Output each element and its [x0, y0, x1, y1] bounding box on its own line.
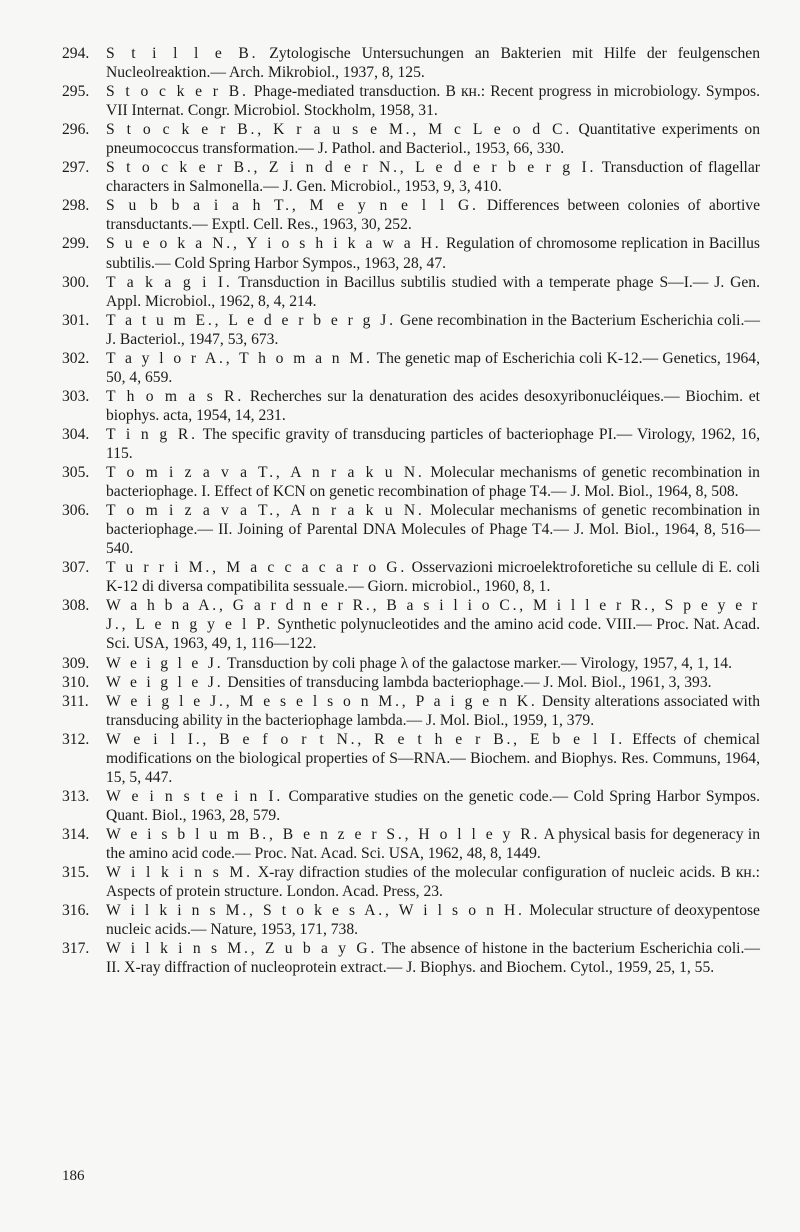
reference-number: 299.	[62, 235, 90, 253]
reference-authors: W e i g l e J.	[106, 654, 224, 672]
reference-body	[106, 463, 760, 501]
reference-entry	[62, 673, 760, 692]
reference-authors: S t o c k e r B., K r a u s e M., M c L e o d C.	[106, 121, 573, 139]
reference-authors: T h o m a s R.	[106, 387, 245, 405]
reference-body	[106, 939, 760, 977]
reference-authors: W e i l I., B e f o r t N., R e t h e r B., E b e l I.	[106, 730, 625, 748]
reference-number: 316.	[62, 902, 90, 920]
reference-number: 315.	[62, 864, 90, 882]
reference-number: 300.	[62, 273, 90, 291]
reference-number: 294.	[62, 45, 90, 62]
reference-authors: W e i g l e J., M e s e l s o n M., P a i g e n K.	[106, 692, 538, 710]
reference-body	[106, 787, 760, 825]
reference-entry	[62, 730, 760, 787]
reference-entry	[62, 787, 760, 825]
reference-body	[106, 158, 760, 196]
reference-list	[62, 44, 760, 977]
reference-text: Density alterations associated with transducing ability in the bacteriophage lambda.— J. Mol. Biol., 1959, 1, 379.	[106, 692, 760, 729]
reference-authors: W i l k i n s M., S t o k e s A., W i l s o n H.	[106, 902, 525, 920]
reference-body	[106, 82, 760, 120]
reference-number: 306.	[62, 502, 90, 520]
reference-text: Molecular mechanisms of genetic recombination in bacteriophage.— II. Joining of Parental DNA Molecules of Phage T4.— J. Mol. Biol., 1964, 8, 516—540.	[106, 502, 760, 558]
reference-text: Phage-mediated transduction. B кн.: Recent progress in microbiology. Sympos. VII Internat. Congr. Microbiol. Stockholm, 1958, 31.	[106, 83, 760, 120]
reference-number: 310.	[62, 673, 90, 691]
reference-text: Osservazioni microelektroforetiche su cellule di E. coli K-12 di diversa compatibilita sessuale.— Giorn. microbiol., 1960, 8, 1.	[106, 559, 760, 596]
reference-authors: S t o c k e r B.	[106, 83, 249, 101]
reference-body	[106, 692, 760, 730]
reference-authors: S t i l l e B.	[106, 45, 259, 62]
reference-text: The specific gravity of transducing particles of bacteriophage PI.— Virology, 1962, 16, 115.	[106, 425, 760, 462]
reference-text: Transduction in Bacillus subtilis studied with a temperate phage S—I.— J. Gen. Appl. Microbiol., 1962, 8, 4, 214.	[106, 273, 760, 310]
reference-body	[106, 273, 760, 311]
reference-authors: W i l k i n s M.	[106, 864, 253, 882]
reference-text: Quantitative experiments on pneumococcus transformation.— J. Pathol. and Bacteriol., 1953, 66, 330.	[106, 121, 760, 158]
reference-body	[106, 901, 760, 939]
reference-authors: S t o c k e r B., Z i n d e r N., L e d e r b e r g I.	[106, 159, 597, 177]
reference-body	[106, 387, 760, 425]
reference-body	[106, 596, 760, 653]
reference-entry	[62, 825, 760, 863]
reference-entry	[62, 120, 760, 158]
reference-number: 314.	[62, 825, 90, 843]
reference-text: A physical basis for degeneracy in the amino acid code.— Proc. Nat. Acad. Sci. USA, 1962, 48, 8, 1449.	[106, 825, 760, 862]
reference-entry	[62, 82, 760, 120]
reference-entry	[62, 349, 760, 387]
reference-number: 308.	[62, 597, 90, 615]
reference-authors: W e i g l e J.	[106, 673, 224, 691]
reference-authors: S u e o k a N., Y i o s h i k a w a H.	[106, 235, 442, 253]
reference-text: The absence of histone in the bacterium Escherichia coli.— II. X-ray diffraction of nucleoprotein extract.— J. Biophys. and Biochem. Cytol., 1959, 25, 1, 55.	[106, 940, 760, 977]
reference-text: Differences between colonies of abortive transductants.— Exptl. Cell. Res., 1963, 30, 252.	[106, 197, 760, 234]
reference-body	[106, 311, 760, 349]
reference-body	[106, 558, 760, 596]
reference-text: Molecular structure of deoxypentose nucleic acids.— Nature, 1953, 171, 738.	[106, 902, 760, 939]
reference-number: 303.	[62, 387, 90, 405]
reference-body	[106, 196, 760, 234]
reference-entry	[62, 234, 760, 272]
reference-entry	[62, 273, 760, 311]
reference-text: Zytologische Untersuchungen an Bakterien mit Hilfe der feulgenschen Nucleolreaktion.— Arch. Mikrobiol., 1937, 8, 125.	[106, 45, 760, 82]
reference-entry	[62, 939, 760, 977]
reference-body	[106, 863, 760, 901]
reference-authors: W i l k i n s M., Z u b a y G.	[106, 940, 378, 958]
reference-authors: W a h b a A., G a r d n e r R., B a s i l i o C., M i l l e r R., S p e y e r J., L e n g y e l P.	[106, 597, 760, 634]
reference-entry	[62, 311, 760, 349]
reference-number: 309.	[62, 654, 90, 672]
reference-entry	[62, 596, 760, 653]
reference-text: Recherches sur la denaturation des acides desoxyribonucléiques.— Biochim. et biophys. acta, 1954, 14, 231.	[106, 387, 760, 424]
reference-text: Synthetic polynucleotides and the amino acid code. VIII.— Proc. Nat. Acad. Sci. USA, 1963, 49, 1, 116—122.	[106, 616, 760, 653]
reference-entry	[62, 558, 760, 596]
reference-text: Transduction by coli phage λ of the galactose marker.— Virology, 1957, 4, 1, 14.	[227, 654, 733, 672]
reference-number: 307.	[62, 559, 90, 577]
reference-entry	[62, 463, 760, 501]
reference-number: 296.	[62, 121, 90, 139]
reference-text: X-ray difraction studies of the molecular configuration of nucleic acids. B кн.: Aspects of protein structure. London. Acad. Press, 23.	[106, 864, 761, 901]
reference-authors: T o m i z a v a T., A n r a k u N.	[106, 502, 425, 520]
reference-authors: T a t u m E., L e d e r b e r g J.	[106, 311, 396, 329]
reference-entry	[62, 863, 760, 901]
reference-authors: T u r r i M., M a c c a c a r o G.	[106, 559, 408, 577]
reference-authors: T a k a g i I.	[106, 273, 233, 291]
reference-text: Transduction of flagellar characters in Salmonella.— J. Gen. Microbiol., 1953, 9, 3, 410.	[106, 159, 760, 196]
reference-text: Gene recombination in the Bacterium Escherichia coli.— J. Bacteriol., 1947, 53, 673.	[106, 311, 761, 348]
reference-body	[106, 44, 760, 82]
reference-number: 302.	[62, 349, 90, 367]
reference-entry	[62, 692, 760, 730]
reference-entry	[62, 901, 760, 939]
reference-number: 305.	[62, 464, 90, 482]
reference-entry	[62, 654, 760, 673]
reference-entry	[62, 425, 760, 463]
reference-body	[106, 501, 760, 558]
reference-number: 304.	[62, 425, 90, 443]
reference-number: 317.	[62, 940, 90, 958]
reference-entry	[62, 44, 760, 82]
reference-text: The genetic map of Escherichia coli K-12.— Genetics, 1964, 50, 4, 659.	[106, 349, 760, 386]
reference-authors: W e i s b l u m B., B e n z e r S., H o l l e y R.	[106, 825, 541, 843]
reference-entry	[62, 387, 760, 425]
reference-number: 301.	[62, 311, 90, 329]
reference-body	[106, 825, 760, 863]
reference-number: 312.	[62, 730, 90, 748]
reference-authors: T a y l o r A., T h o m a n M.	[106, 349, 373, 367]
reference-authors: S u b b a i a h T., M e y n e l l G.	[106, 197, 479, 215]
reference-authors: T o m i z a v a T., A n r a k u N.	[106, 464, 425, 482]
reference-number: 313.	[62, 787, 90, 805]
reference-text: Molecular mechanisms of genetic recombination in bacteriophage. I. Effect of KCN on genetic recombination of phage T4.— J. Mol. Biol., 1964, 8, 508.	[106, 464, 760, 501]
reference-body	[106, 673, 760, 692]
reference-body	[106, 730, 760, 787]
page-number: 186	[62, 1168, 85, 1184]
reference-entry	[62, 501, 760, 558]
reference-text: Effects of chemical modifications on the biological properties of S—RNA.— Biochem. and Biophys. Res. Communs, 1964, 15, 5, 447.	[106, 730, 760, 786]
reference-number: 295.	[62, 83, 90, 101]
reference-number: 298.	[62, 197, 90, 215]
reference-number: 297.	[62, 159, 90, 177]
reference-entry	[62, 196, 760, 234]
reference-authors: W e i n s t e i n I.	[106, 787, 284, 805]
reference-text: Regulation of chromosome replication in Bacillus subtilis.— Cold Spring Harbor Sympos., 1963, 28, 47.	[106, 235, 760, 272]
reference-number: 311.	[62, 692, 89, 710]
reference-entry	[62, 158, 760, 196]
reference-body	[106, 654, 760, 673]
reference-authors: T i n g R.	[106, 425, 198, 443]
reference-body	[106, 425, 760, 463]
reference-text: Densities of transducing lambda bacteriophage.— J. Mol. Biol., 1961, 3, 393.	[227, 673, 712, 691]
reference-body	[106, 349, 760, 387]
reference-body	[106, 234, 760, 272]
reference-text: Comparative studies on the genetic code.— Cold Spring Harbor Sympos. Quant. Biol., 1963, 28, 579.	[106, 787, 760, 824]
reference-body	[106, 120, 760, 158]
